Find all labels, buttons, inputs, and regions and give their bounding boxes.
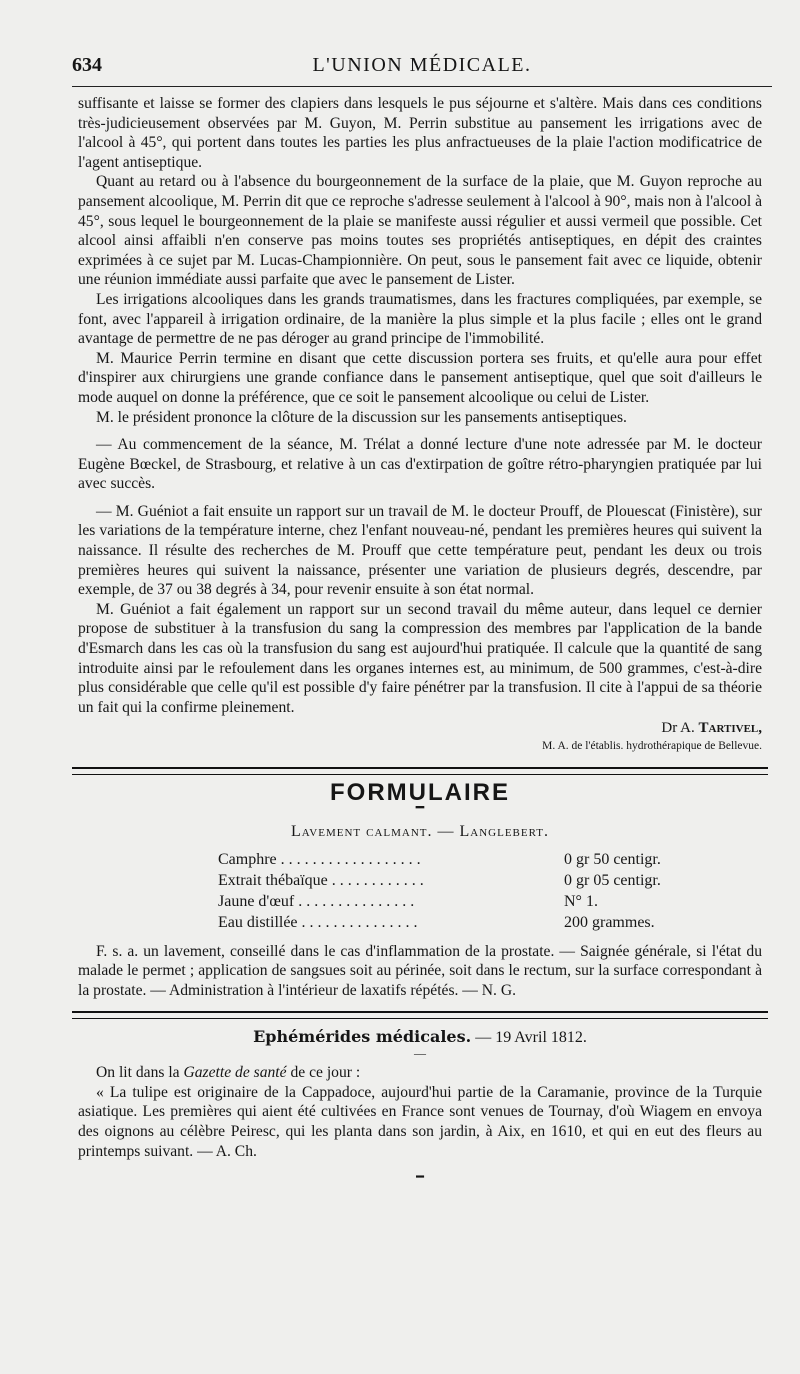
ingredient-qty: 0 gr 50 centigr. [564, 850, 661, 868]
ephemerides-intro [78, 1063, 762, 1083]
ornament-dash: — [414, 1046, 426, 1061]
ornament-dash: ━ [415, 801, 425, 817]
ingredient-qty: 200 grammes. [564, 913, 655, 931]
page-number: 634 [72, 54, 102, 76]
recipe-title: Lavement calmant. — Langlebert. [290, 823, 549, 841]
recipe-row [218, 850, 661, 871]
formulaire-title: FORMULAIRE [330, 778, 510, 806]
paragraph: — Au commencement de la séance, M. Trélat a donné lecture d'une note adressée par M. le docteur Eugène Bœckel, de Strasbourg, et relative à un cas d'extirpation de goître rétro-pharyngien pratiquée par lui avec succès. [78, 436, 762, 493]
paragraph: — M. Guéniot a fait ensuite un rapport sur un travail de M. le docteur Prouff, de Plouescat (Finistère), sur les variations de la température interne, chez l'enfant nouveau-né, pendant les premières heures qui suivent la naissance. Il résulte des recherches de M. Prouff que cette température peut, pendant les deux ou trois premières heures qui suivent la naissance, présenter une variation de plusieurs degrés, descendre, par exemple, de 37 ou 38 degrés à 34, pour revenir ensuite à son état normal. [78, 502, 762, 599]
ephemerides-heading [78, 1027, 762, 1048]
ingredient-name: Jaune d'œuf . . . . . . . . . . . . . . . [218, 892, 415, 910]
ephemerides-title: Ephémérides médicales. [253, 1026, 472, 1046]
paragraph: Quant au retard ou à l'absence du bourgeonnement de la surface de la plaie, que M. Guyon reproche au pansement alcoolique, M. Perrin dit que ce reproche s'adresse seulement à l'alcool à 90°, mais non à l'alcool à 45°, sous lequel le bourgeonnement de la plaie se manifeste aussi régulier et aussi vermeil que possible. Cet alcool ainsi affaibli n'en conserve pas moins toutes ses propriétés antiseptiques, en dépit des craintes exprimées à ce sujet par M. Lucas-Championnière. On peut, sous le pansement fait avec ce liquide, obtenir une réunion immédiate aussi parfaite que avec le pansement de Lister. [78, 173, 762, 289]
ornament-dash: ━ [416, 1169, 424, 1185]
recipe-table [218, 850, 661, 934]
signature-affiliation: M. A. de l'établis. hydrothérapique de Bellevue. [542, 740, 762, 752]
intro-prefix: On lit dans la [96, 1064, 180, 1082]
ingredient-qty: 0 gr 05 centigr. [564, 871, 661, 889]
page-header [72, 54, 772, 84]
ephemerides-date: — 19 Avril 1812. [475, 1028, 587, 1046]
recipe-note: F. s. a. un lavement, conseillé dans le cas d'inflammation de la prostate. — Saignée générale, si l'état du malade le permet ; application de sangsues soit au périnée, soit dans le rectum, sur la surface correspondant à la prostate. — Administration à l'intérieur de laxatifs répétés. — N. G. [78, 942, 762, 999]
paragraph: M. le président prononce la clôture de la discussion sur les pansements antiseptiques. [96, 408, 627, 426]
paragraph: M. Maurice Perrin termine en disant que cette discussion portera ses fruits, et qu'elle aura pour effet d'inspirer aux chirurgiens une grande confiance dans le pansement antiseptique, quel que soit d'ailleurs le mode auquel on donne la préférence, que ce soit le pansement alcoolique ou celui de Lister. [78, 349, 762, 406]
article-body [78, 94, 762, 1187]
paragraph: suffisante et laisse se former des clapiers dans lesquels le pus séjourne et s'altère. Mais dans ces conditions très-judicieusement observées par M. Guyon, M. Perrin substitue au pansement les irrigations avec de l'alcool à 45°, qui portent dans toutes les parties les plus anfractueuses de la plaie l'action modificatrice de l'agent antiseptique. [78, 95, 762, 171]
signature-prefix: Dr A. [661, 720, 695, 737]
ingredient-name: Eau distillée . . . . . . . . . . . . . . . [218, 913, 418, 931]
intro-suffix: de ce jour : [290, 1064, 361, 1082]
paragraph: M. Guéniot a fait également un rapport sur un second travail du même auteur, dans lequel ce dernier propose de substituer à la transfusion du sang la compression des membres par l'application de la bande d'Esmarch dans les cas où la transfusion du sang est aujourd'hui pratiquée. Il calcule que la quantité de sang introduite ainsi par le refoulement dans les organes internes est, au minimum, de 500 grammes, c'est-à-dire plus considérable que celle qu'il est possible d'y faire pénétrer par la transfusion. Il cite à l'appui de sa théorie un fait qui la confirme pleinement. [78, 600, 762, 716]
ephemerides-quote: « La tulipe est originaire de la Cappadoce, aujourd'hui partie de la Caramanie, province de la Turquie asiatique. Les premières qui aient été cultivées en France sont venues de Tournay, d'où Wiagem en envoya des oignons au célèbre Peiresc, qui les planta dans son jardin, à Aix, en 1610, et qui en eut des fleurs au printemps suivant. — A. Ch. [78, 1083, 762, 1160]
ingredient-name: Extrait thébaïque . . . . . . . . . . . . [218, 871, 424, 889]
running-head: L'UNION MÉDICALE. [312, 54, 532, 76]
ingredient-qty: N° 1. [564, 892, 598, 910]
signature-name: Tartivel, [698, 720, 762, 737]
ingredient-name: Camphre . . . . . . . . . . . . . . . . . . [218, 850, 421, 868]
recipe-row [218, 913, 661, 934]
section-rule [72, 1011, 768, 1019]
recipe-row [218, 871, 661, 892]
intro-source: Gazette de santé [183, 1064, 287, 1082]
recipe-row [218, 892, 661, 913]
paragraph: Les irrigations alcooliques dans les grands traumatismes, dans les fractures compliquées, par exemple, se font, avec l'appareil à irrigation ordinaire, de la manière la plus simple et la plus facile ; elles ont le grand avantage de permettre de ne pas déroger au grand principe de l'immobilité. [78, 290, 762, 348]
section-rule [72, 767, 768, 775]
header-rule [72, 86, 772, 87]
